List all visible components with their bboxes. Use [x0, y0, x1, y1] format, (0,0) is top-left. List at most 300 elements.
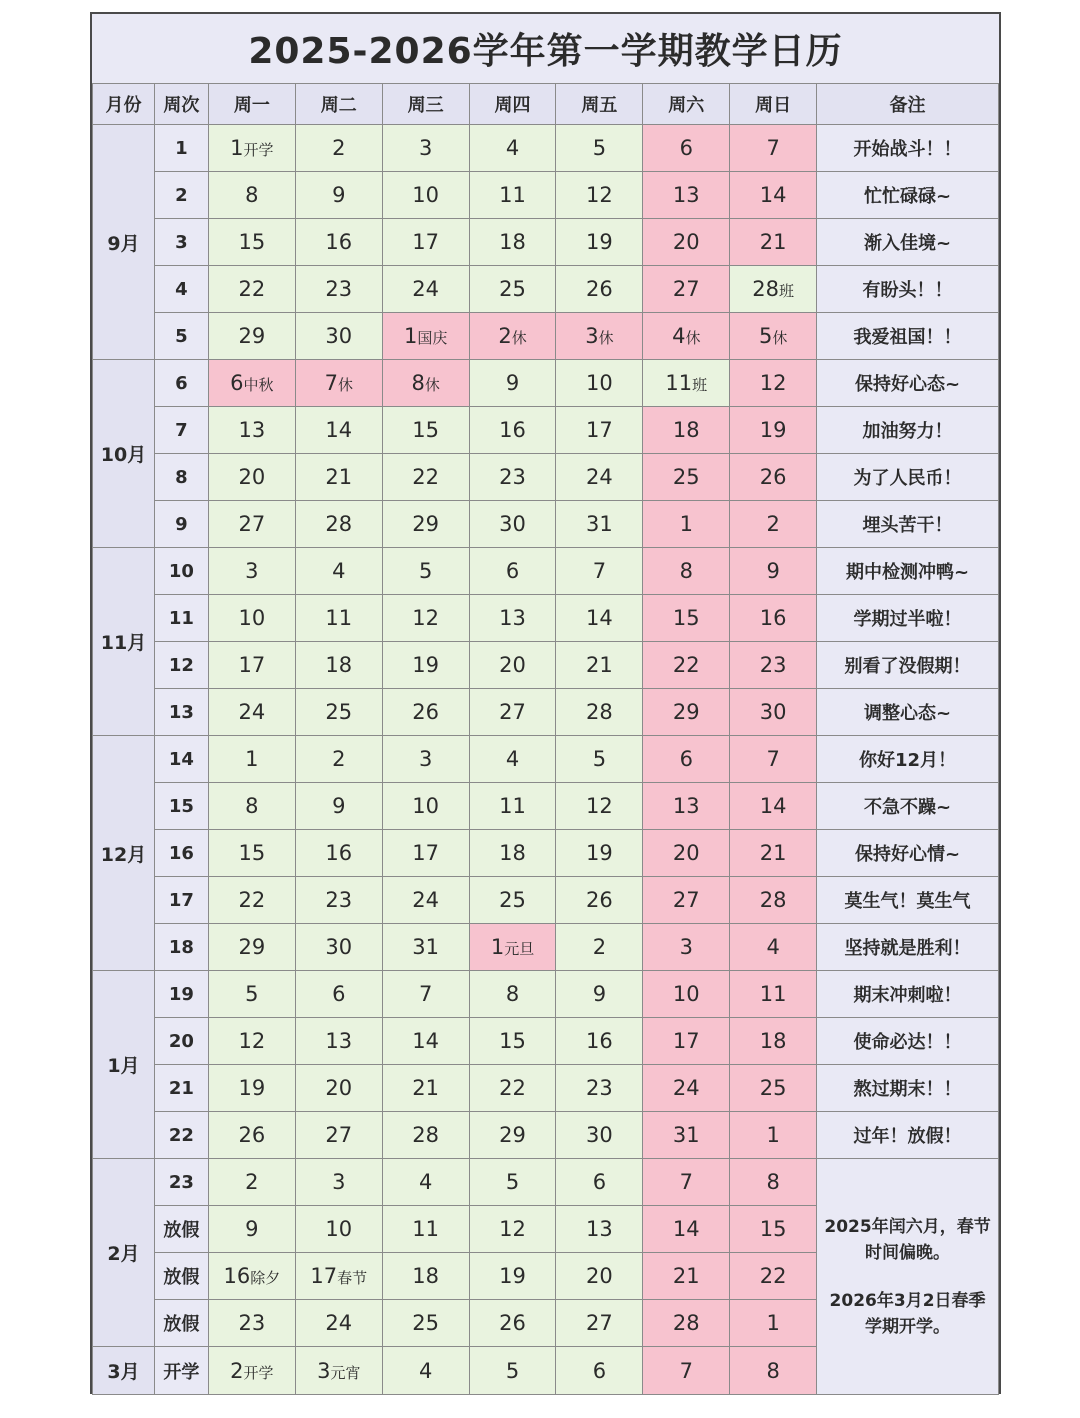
day-cell — [382, 595, 469, 642]
table-row — [93, 689, 999, 736]
day-number: 6 — [592, 1170, 607, 1194]
remark-cell: 莫生气！莫生气 — [817, 877, 999, 924]
day-label: 休 — [337, 376, 353, 394]
day-number: 1 — [403, 324, 418, 348]
day-cell — [208, 1347, 295, 1395]
month-cell: 3月 — [93, 1347, 155, 1395]
day-number: 15 — [759, 1217, 787, 1241]
day-number: 18 — [412, 1264, 440, 1288]
day-cell — [208, 1159, 295, 1206]
table-row — [93, 877, 999, 924]
day-cell — [730, 360, 817, 407]
week-number-cell: 16 — [154, 830, 208, 877]
day-number: 2 — [498, 324, 512, 348]
day-number: 28 — [586, 700, 613, 724]
day-cell — [208, 360, 295, 407]
calendar-sheet — [90, 12, 1001, 1394]
day-cell — [295, 1253, 382, 1300]
day-label: 元宵 — [330, 1363, 361, 1382]
day-cell — [295, 830, 382, 877]
day-cell — [295, 877, 382, 924]
table-row — [93, 548, 999, 595]
day-number: 26 — [759, 465, 787, 489]
day-number: 19 — [586, 230, 613, 254]
week-number-cell: 18 — [154, 924, 208, 971]
week-number-cell: 6 — [154, 360, 208, 407]
table-row — [93, 407, 999, 454]
day-cell — [469, 172, 556, 219]
month-cell: 12月 — [93, 736, 155, 971]
day-cell — [295, 1112, 382, 1159]
day-cell — [469, 1300, 556, 1347]
day-number: 16 — [586, 1029, 613, 1053]
day-cell — [208, 1253, 295, 1300]
day-cell — [382, 1253, 469, 1300]
day-number: 20 — [672, 230, 700, 254]
remark-cell: 开始战斗！！ — [817, 125, 999, 172]
day-cell — [382, 1300, 469, 1347]
day-cell — [643, 1159, 730, 1206]
day-cell — [730, 642, 817, 689]
week-number-cell: 13 — [154, 689, 208, 736]
day-number: 1 — [490, 935, 505, 959]
day-number: 26 — [499, 1311, 526, 1335]
day-label: 国庆 — [417, 329, 448, 347]
day-cell — [382, 736, 469, 783]
day-number: 30 — [325, 935, 353, 959]
day-cell — [208, 595, 295, 642]
day-number: 6 — [679, 136, 693, 160]
day-number: 8 — [766, 1170, 780, 1194]
day-number: 18 — [672, 418, 700, 442]
day-number: 14 — [586, 606, 613, 630]
day-number: 19 — [499, 1264, 526, 1288]
day-number: 9 — [245, 1217, 259, 1241]
week-number-cell: 4 — [154, 266, 208, 313]
day-number: 22 — [672, 653, 700, 677]
day-number: 30 — [325, 324, 353, 348]
day-cell — [643, 642, 730, 689]
day-number: 29 — [412, 512, 440, 536]
day-number: 12 — [412, 606, 440, 630]
day-cell — [556, 1300, 643, 1347]
day-number: 11 — [412, 1217, 440, 1241]
remark-cell: 学期过半啦！ — [817, 595, 999, 642]
day-cell — [295, 1159, 382, 1206]
day-cell — [295, 266, 382, 313]
day-cell — [556, 501, 643, 548]
day-number: 24 — [586, 465, 613, 489]
day-number: 24 — [412, 277, 440, 301]
day-number: 5 — [592, 136, 607, 160]
day-number: 28 — [412, 1123, 440, 1147]
day-cell — [295, 454, 382, 501]
day-number: 13 — [672, 183, 700, 207]
day-cell — [556, 548, 643, 595]
day-label: 休 — [598, 329, 614, 347]
column-header: 周一 — [208, 84, 295, 125]
day-cell — [556, 1018, 643, 1065]
day-cell — [469, 266, 556, 313]
day-number: 8 — [679, 559, 693, 583]
week-number-cell: 开学 — [154, 1347, 208, 1395]
day-cell — [730, 172, 817, 219]
day-number: 28 — [759, 888, 787, 912]
day-number: 7 — [766, 747, 780, 771]
remark-cell: 使命必达！！ — [817, 1018, 999, 1065]
day-number: 6 — [505, 559, 520, 583]
day-cell — [208, 125, 295, 172]
day-cell — [643, 877, 730, 924]
column-header: 周五 — [556, 84, 643, 125]
week-number-cell: 3 — [154, 219, 208, 266]
day-cell — [556, 219, 643, 266]
day-cell — [382, 360, 469, 407]
day-number: 17 — [586, 418, 613, 442]
remark-cell: 我爱祖国！！ — [817, 313, 999, 360]
day-cell — [382, 125, 469, 172]
day-cell — [556, 1253, 643, 1300]
day-cell — [643, 313, 730, 360]
day-cell — [382, 548, 469, 595]
day-cell — [208, 266, 295, 313]
day-number: 7 — [679, 1358, 693, 1383]
day-number: 17 — [238, 653, 266, 677]
day-number: 23 — [325, 888, 353, 912]
day-cell — [295, 407, 382, 454]
week-number-cell: 19 — [154, 971, 208, 1018]
week-number-cell: 放假 — [154, 1253, 208, 1300]
day-cell — [295, 1300, 382, 1347]
day-cell — [556, 971, 643, 1018]
day-cell — [382, 689, 469, 736]
day-cell — [643, 1253, 730, 1300]
day-number: 10 — [325, 1217, 353, 1241]
day-number: 27 — [325, 1123, 353, 1147]
day-number: 12 — [499, 1217, 526, 1241]
day-cell — [208, 1206, 295, 1253]
day-number: 22 — [238, 277, 266, 301]
day-label: 中秋 — [243, 376, 274, 394]
day-label: 班 — [779, 282, 795, 300]
day-number: 2 — [230, 1358, 244, 1383]
day-cell — [730, 548, 817, 595]
day-number: 5 — [505, 1358, 520, 1383]
day-cell — [730, 313, 817, 360]
day-number: 13 — [499, 606, 526, 630]
day-cell — [643, 971, 730, 1018]
day-cell — [556, 313, 643, 360]
day-number: 15 — [412, 418, 440, 442]
day-number: 22 — [499, 1076, 526, 1100]
day-number: 7 — [766, 136, 780, 160]
day-number: 21 — [759, 230, 787, 254]
remark-cell: 期末冲刺啦！ — [817, 971, 999, 1018]
day-number: 31 — [412, 935, 440, 959]
day-cell — [556, 407, 643, 454]
day-number: 26 — [412, 700, 440, 724]
table-row — [93, 971, 999, 1018]
remark-cell: 坚持就是胜利！ — [817, 924, 999, 971]
remark-text: 2025年闰六月，春节时间偏晚。 — [824, 1216, 991, 1263]
week-number-cell: 放假 — [154, 1300, 208, 1347]
day-cell — [295, 1347, 382, 1395]
day-number: 14 — [412, 1029, 440, 1053]
remark-cell: 不急不躁~ — [817, 783, 999, 830]
table-row — [93, 1159, 999, 1206]
day-number: 13 — [325, 1029, 353, 1053]
table-row — [93, 924, 999, 971]
day-label: 休 — [424, 376, 440, 394]
day-number: 11 — [499, 794, 526, 818]
day-cell — [208, 830, 295, 877]
table-row — [93, 219, 999, 266]
day-cell — [208, 454, 295, 501]
day-number: 6 — [592, 1358, 607, 1383]
day-cell — [643, 360, 730, 407]
day-cell — [643, 125, 730, 172]
remark-cell: 过年！放假！ — [817, 1112, 999, 1159]
day-cell — [382, 1206, 469, 1253]
day-cell — [208, 1112, 295, 1159]
day-number: 7 — [592, 559, 607, 583]
day-number: 29 — [672, 700, 700, 724]
day-number: 4 — [418, 1170, 433, 1194]
table-row — [93, 501, 999, 548]
day-number: 22 — [412, 465, 440, 489]
day-number: 26 — [238, 1123, 266, 1147]
day-cell — [295, 1065, 382, 1112]
day-number: 7 — [324, 371, 338, 395]
week-number-cell: 22 — [154, 1112, 208, 1159]
table-row — [93, 1112, 999, 1159]
day-cell — [643, 407, 730, 454]
month-cell: 10月 — [93, 360, 155, 548]
table-row — [93, 125, 999, 172]
day-cell — [730, 595, 817, 642]
day-cell — [208, 783, 295, 830]
day-number: 23 — [586, 1076, 613, 1100]
week-number-cell: 1 — [154, 125, 208, 172]
day-number: 24 — [325, 1311, 353, 1335]
day-number: 22 — [759, 1264, 787, 1288]
day-number: 7 — [418, 982, 433, 1006]
day-cell — [556, 1112, 643, 1159]
column-header: 周三 — [382, 84, 469, 125]
day-number: 1 — [679, 512, 693, 536]
day-number: 20 — [586, 1264, 613, 1288]
column-header: 备注 — [817, 84, 999, 125]
week-number-cell: 23 — [154, 1159, 208, 1206]
table-row — [93, 454, 999, 501]
column-header: 月份 — [93, 84, 155, 125]
day-cell — [556, 924, 643, 971]
day-number: 8 — [505, 982, 520, 1006]
remark-cell: 为了人民币！ — [817, 454, 999, 501]
day-number: 13 — [672, 794, 700, 818]
day-number: 30 — [759, 700, 787, 724]
day-cell — [295, 172, 382, 219]
day-number: 16 — [325, 230, 353, 254]
table-row — [93, 736, 999, 783]
week-number-cell: 20 — [154, 1018, 208, 1065]
day-number: 21 — [325, 465, 353, 489]
day-cell — [208, 548, 295, 595]
day-cell — [208, 971, 295, 1018]
day-number: 10 — [412, 183, 440, 207]
day-cell — [208, 689, 295, 736]
day-cell — [469, 360, 556, 407]
table-row — [93, 360, 999, 407]
week-number-cell: 10 — [154, 548, 208, 595]
day-cell — [295, 642, 382, 689]
day-cell — [382, 1112, 469, 1159]
day-number: 3 — [317, 1358, 331, 1383]
day-cell — [469, 1347, 556, 1395]
day-number: 10 — [672, 982, 700, 1006]
day-label: 开学 — [243, 1363, 274, 1382]
day-cell — [382, 1347, 469, 1395]
day-cell — [643, 1065, 730, 1112]
day-number: 21 — [672, 1264, 700, 1288]
day-cell — [469, 1065, 556, 1112]
day-label: 班 — [692, 376, 708, 394]
remark-cell: 期中检测冲鸭~ — [817, 548, 999, 595]
day-cell — [730, 924, 817, 971]
day-cell — [730, 1300, 817, 1347]
day-cell — [295, 1018, 382, 1065]
day-number: 15 — [672, 606, 700, 630]
day-cell — [295, 736, 382, 783]
day-number: 29 — [499, 1123, 526, 1147]
day-cell — [556, 1347, 643, 1395]
day-cell — [730, 1065, 817, 1112]
day-number: 3 — [245, 559, 259, 583]
day-cell — [556, 360, 643, 407]
day-cell — [208, 877, 295, 924]
table-row — [93, 595, 999, 642]
column-header: 周六 — [643, 84, 730, 125]
day-number: 3 — [418, 136, 433, 160]
day-cell — [643, 924, 730, 971]
day-number: 29 — [238, 935, 266, 959]
table-row — [93, 642, 999, 689]
day-cell — [208, 736, 295, 783]
table-row — [93, 1065, 999, 1112]
day-number: 4 — [332, 559, 346, 583]
day-number: 10 — [238, 606, 266, 630]
day-number: 16 — [325, 841, 353, 865]
day-cell — [556, 1159, 643, 1206]
day-cell — [469, 689, 556, 736]
remark-cell: 熬过期末！！ — [817, 1065, 999, 1112]
day-cell — [469, 219, 556, 266]
day-number: 6 — [679, 747, 693, 771]
day-number: 19 — [759, 418, 787, 442]
day-cell — [556, 830, 643, 877]
day-cell — [643, 1206, 730, 1253]
week-number-cell: 11 — [154, 595, 208, 642]
day-number: 5 — [418, 559, 433, 583]
day-number: 1 — [766, 1123, 780, 1147]
day-cell — [208, 1018, 295, 1065]
day-cell — [469, 877, 556, 924]
day-cell — [643, 595, 730, 642]
week-number-cell: 7 — [154, 407, 208, 454]
day-cell — [643, 266, 730, 313]
day-number: 3 — [418, 747, 433, 771]
column-header: 周次 — [154, 84, 208, 125]
day-number: 21 — [759, 841, 787, 865]
day-cell — [469, 924, 556, 971]
day-cell — [643, 830, 730, 877]
day-label: 春节 — [337, 1269, 368, 1287]
day-number: 25 — [672, 465, 700, 489]
day-number: 4 — [418, 1358, 433, 1383]
remark-cell: 你好12月！ — [817, 736, 999, 783]
day-number: 1 — [230, 136, 244, 160]
day-number: 1 — [245, 747, 259, 771]
week-number-cell: 2 — [154, 172, 208, 219]
day-number: 9 — [766, 559, 780, 583]
day-label: 休 — [772, 329, 788, 347]
day-cell — [469, 971, 556, 1018]
day-cell — [469, 783, 556, 830]
day-number: 31 — [672, 1123, 700, 1147]
day-cell — [643, 548, 730, 595]
day-number: 3 — [585, 324, 599, 348]
day-number: 20 — [672, 841, 700, 865]
day-cell — [295, 783, 382, 830]
day-cell — [643, 172, 730, 219]
day-cell — [208, 219, 295, 266]
day-cell — [382, 407, 469, 454]
day-number: 24 — [672, 1076, 700, 1100]
day-cell — [208, 501, 295, 548]
day-cell — [730, 125, 817, 172]
day-number: 16 — [759, 606, 787, 630]
day-number: 16 — [499, 418, 526, 442]
day-number: 4 — [766, 935, 780, 959]
day-cell — [208, 642, 295, 689]
day-cell — [643, 501, 730, 548]
day-number: 25 — [499, 888, 526, 912]
day-number: 26 — [586, 277, 613, 301]
day-cell — [208, 1065, 295, 1112]
day-cell — [382, 454, 469, 501]
day-cell — [382, 266, 469, 313]
week-number-cell: 9 — [154, 501, 208, 548]
week-number-cell: 17 — [154, 877, 208, 924]
day-number: 28 — [325, 512, 353, 536]
day-number: 10 — [412, 794, 440, 818]
table-row — [93, 783, 999, 830]
week-number-cell: 放假 — [154, 1206, 208, 1253]
day-cell — [382, 219, 469, 266]
day-cell — [730, 219, 817, 266]
day-cell — [295, 1206, 382, 1253]
day-cell — [208, 313, 295, 360]
day-cell — [295, 125, 382, 172]
day-cell — [382, 1065, 469, 1112]
day-number: 5 — [592, 747, 607, 771]
day-number: 10 — [586, 371, 613, 395]
day-number: 27 — [499, 700, 526, 724]
day-number: 12 — [586, 183, 613, 207]
day-cell — [730, 1159, 817, 1206]
remark-cell: 调整心态~ — [817, 689, 999, 736]
day-number: 8 — [766, 1358, 780, 1383]
